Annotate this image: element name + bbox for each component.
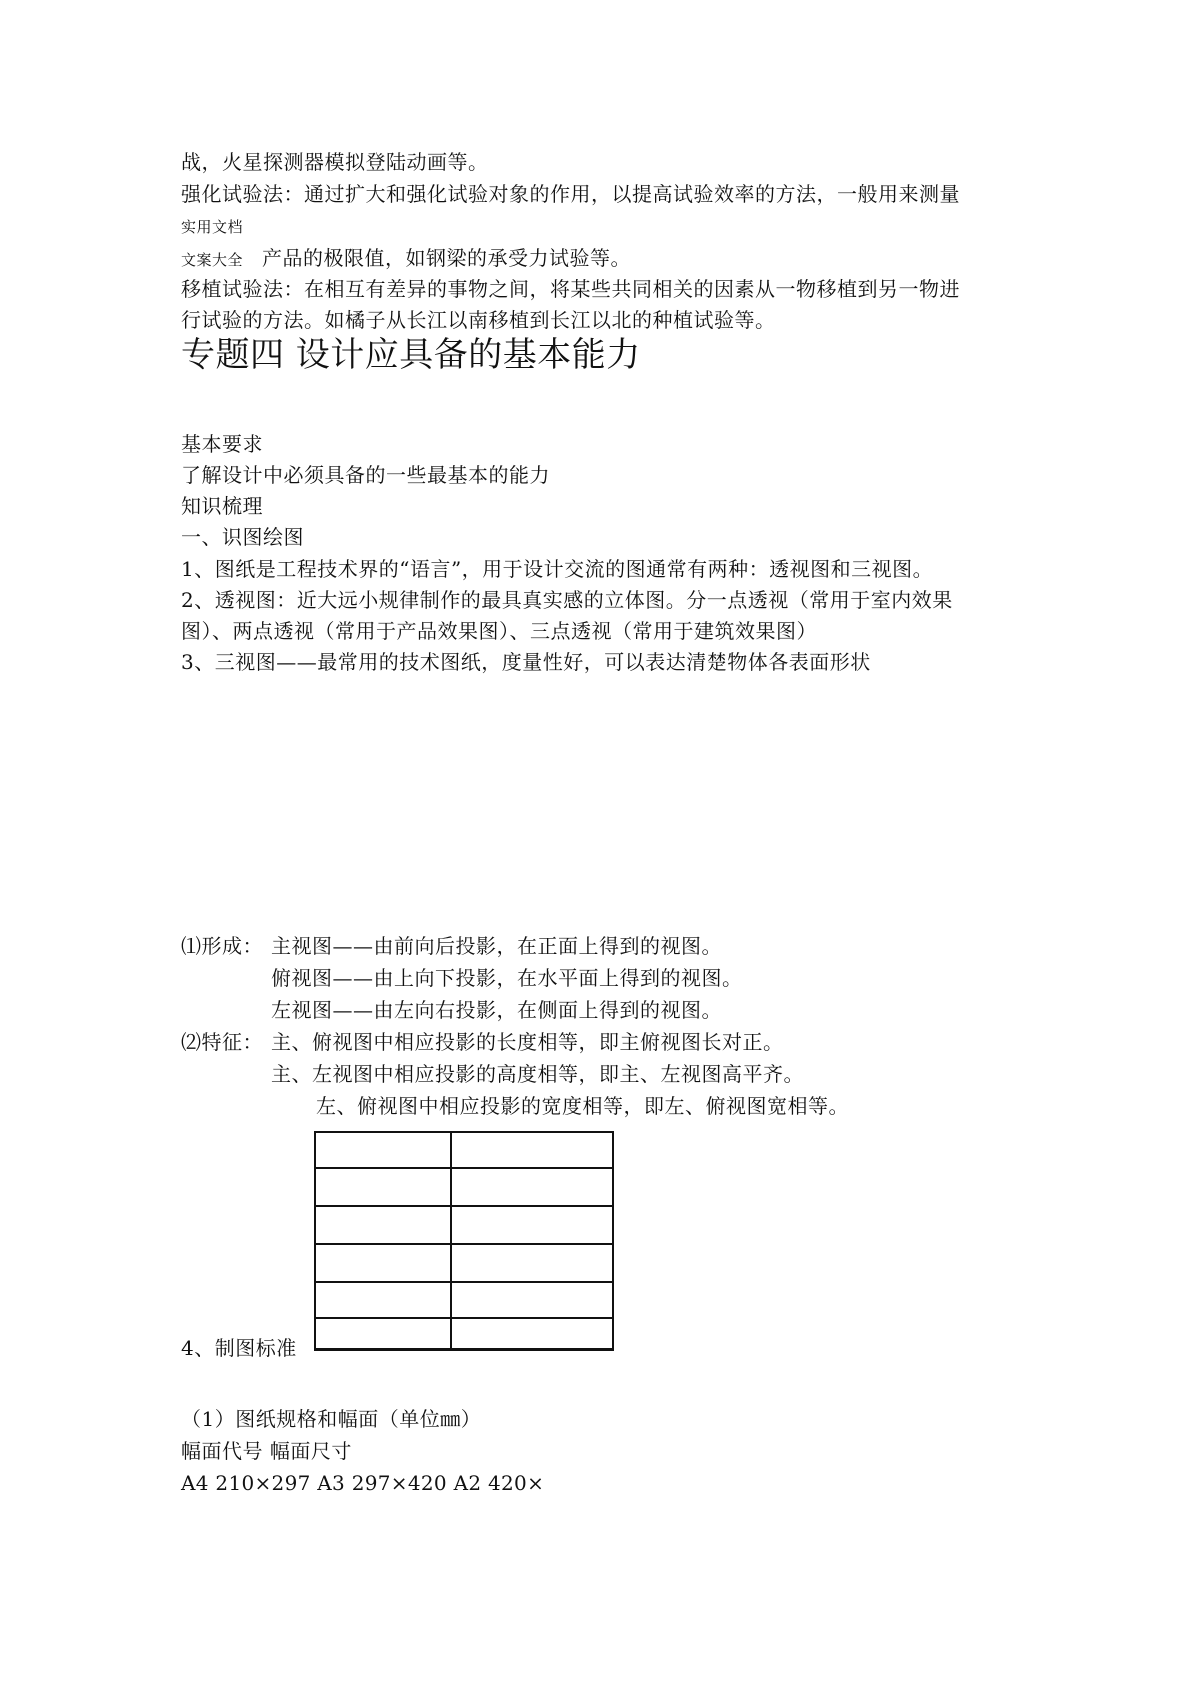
text-line: 幅面代号 幅面尺寸 [181,1439,352,1463]
table-row-divider [316,1317,612,1319]
text-line: 2、透视图：近大远小规律制作的最具真实感的立体图。分一点透视（常用于室内效果 [181,588,953,612]
feature-label: ⑵特征： [181,1030,263,1054]
subheading: 基本要求 [181,432,263,456]
text-line: 了解设计中必须具备的一些最基本的能力 [181,463,550,487]
text-line: 3、三视图——最常用的技术图纸，度量性好，可以表达清楚物体各表面形状 [181,650,871,674]
subheading: 4、制图标准 [181,1336,297,1360]
text-line: 主、俯视图中相应投影的长度相等，即主俯视图长对正。 [271,1030,784,1054]
blank-table [314,1131,614,1351]
watermark-text: 文案大全 [181,251,244,269]
text-line: 图）、两点透视（常用于产品效果图）、三点透视（常用于建筑效果图） [181,619,817,643]
table-row-divider [316,1281,612,1283]
watermark-text: 实用文档 [181,218,244,236]
text-line: 强化试验法：通过扩大和强化试验对象的作用，以提高试验效率的方法，一般用来测量 [181,182,960,206]
text-line: 主、左视图中相应投影的高度相等，即主、左视图高平齐。 [271,1062,804,1086]
text-line: 1、图纸是工程技术界的“语言”，用于设计交流的图通常有两种：透视图和三视图。 [181,557,934,581]
text-line: 行试验的方法。如橘子从长江以南移植到长江以北的种植试验等。 [181,308,776,332]
table-row-divider [316,1243,612,1245]
text-line: 左视图——由左向右投影，在侧面上得到的视图。 [271,998,722,1022]
subheading: 知识梳理 [181,494,263,518]
text-line: （1）图纸规格和幅面（单位㎜） [181,1407,482,1431]
table-row-divider [316,1167,612,1169]
text-line: 俯视图——由上向下投影，在水平面上得到的视图。 [271,966,743,990]
table-column-divider [450,1133,452,1348]
text-line: 移植试验法：在相互有差异的事物之间，将某些共同相关的因素从一物移植到另一物进 [181,277,960,301]
text-line: 主视图——由前向后投影，在正面上得到的视图。 [271,934,722,958]
subheading: 一、识图绘图 [181,525,304,549]
text-line: 左、俯视图中相应投影的宽度相等，即左、俯视图宽相等。 [316,1094,849,1118]
table-row-divider [316,1205,612,1207]
text-line: 产品的极限值，如钢梁的承受力试验等。 [262,246,631,270]
text-line: A4 210×297 A3 297×420 A2 420× [181,1471,545,1495]
text-line: 战，火星探测器模拟登陆动画等。 [181,150,489,174]
section-heading: 专题四 设计应具备的基本能力 [181,335,641,375]
form-label: ⑴形成： [181,934,263,958]
